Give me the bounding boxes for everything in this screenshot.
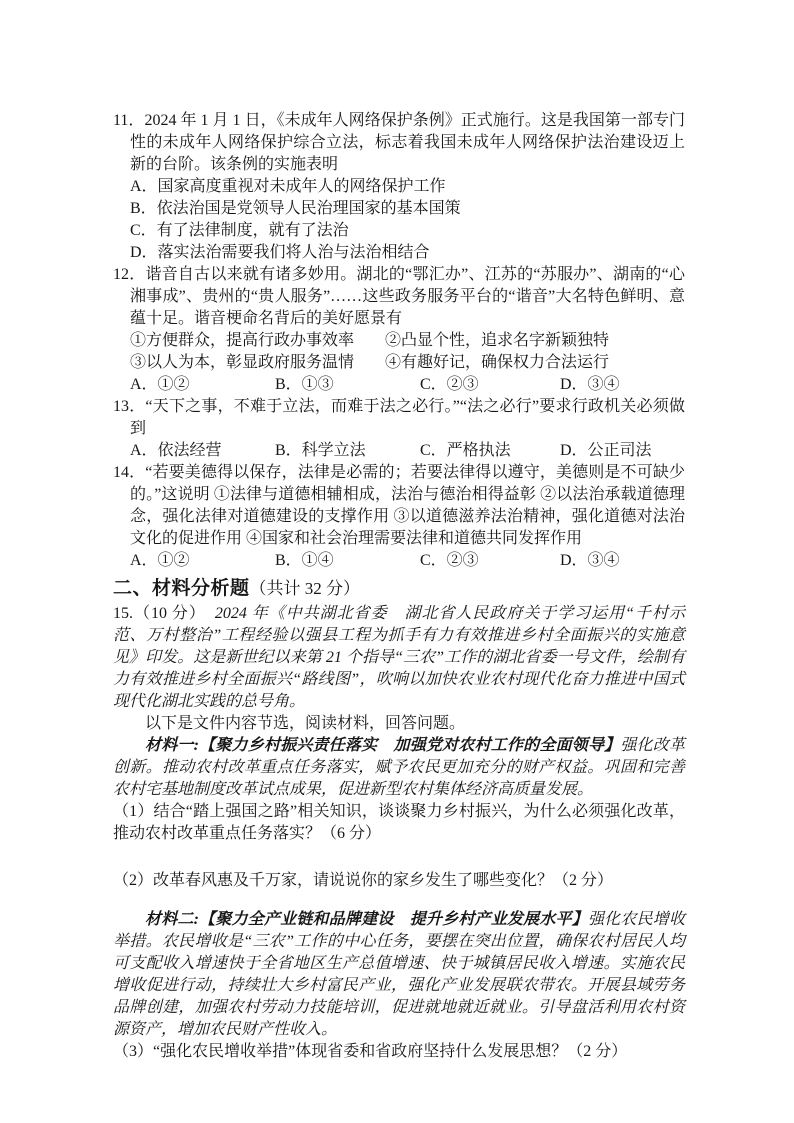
question-13-text: “天下之事，不难于立法，而难于法之必行。”“法之必行”要求行政机关必须做到 [130,398,685,437]
question-13-options [113,440,685,462]
question-11-number: 11． [113,112,145,129]
material-1-heading: 【聚力乡村振兴责任落实 加强党对农村工作的全面领导】 [198,737,621,754]
section-2-title: 二、材料分析题 [113,578,250,599]
question-14-number: 14． [113,464,146,481]
question-15-intro [113,603,685,713]
question-14-stem [113,462,685,550]
question-12-option-c: C．②③ [420,376,479,393]
question-12-statement-4: ④有趣好记，确保权力合法运行 [385,354,610,371]
question-14-text: “若要美德得以保存，法律是必需的；若要法律得以遵守，美德则是不可缺少的。”这说明 ①法律与道德相辅相成，法治与德治相得益彰 ②以法治承载道德理念，强化法律对道德建设的支撑作用 ③以道德滋养法治精神，强化道德对法治文化的促进作用 ④国家和社会治理需要法律和道德共同发挥作用 [130,464,685,547]
question-12-option-b: B．①③ [275,376,334,393]
material-1-paragraph [113,735,685,801]
question-12-statement-2: ②凸显个性，追求名字新颖独特 [385,332,610,349]
material-2-heading: 【聚力全产业链和品牌建设 提升乡村产业发展水平】 [198,911,588,928]
question-12-number: 12． [113,266,146,283]
material-2-label: 材料二: [145,911,199,928]
question-12-option-d: D．③④ [560,376,620,393]
question-13-option-d: D．公正司法 [560,442,652,459]
question-14-option-b: B．①④ [275,552,334,569]
material-2-paragraph [113,909,685,1041]
question-12-stem [113,264,685,330]
question-13 [113,396,685,462]
material-1-text: 强化改革创新。推动农村改革重点任务落实，赋予农民更加充分的财产权益。巩固和完善农村宅基地制度改革试点成果，促进新型农村集体经济高质量发展。 [113,737,685,798]
question-15-number: 15.（10 分） [113,605,215,622]
question-12-statements-row-1 [113,330,685,352]
question-13-number: 13． [113,398,146,415]
question-14-option-a: A．①② [130,552,190,569]
question-14 [113,462,685,572]
question-13-option-c: C．严格执法 [420,442,511,459]
question-12-statement-1: ①方便群众，提高行政办事效率 [130,332,355,349]
question-15-read-note: 以下是文件内容节选，阅读材料，回答问题。 [145,715,466,732]
question-12-statement-3: ③以人为本，彰显政府服务温情 [130,354,355,371]
question-11-option-a: A．国家高度重视对未成年人的网络保护工作 [130,178,446,195]
question-11-option-d: D．落实法治需要我们将人治与法治相结合 [130,244,430,261]
question-11-option-c: C．有了法律制度，就有了法治 [130,222,349,239]
question-15-sub-3: （3）“强化农民增收举措”体现省委和省政府坚持什么发展思想？（2 分） [113,1043,628,1060]
question-12 [113,264,685,396]
question-12-statements-row-2 [113,352,685,374]
question-14-option-c: C．②③ [420,552,479,569]
exam-content [113,110,685,1063]
question-11-option-b: B．依法治国是党领导人民治理国家的基本国策 [130,200,461,217]
question-12-option-a: A．①② [130,376,190,393]
material-2-text: 强化农民增收举措。农民增收是“三农”工作的中心任务，要摆在突出位置，确保农村居民人均可支配收入增速快于全省地区生产总值增速、快于城镇居民收入增速。实施农民增收促进行动，持续壮大乡村富民产业，强化产业发展联农带农。开展县域劳务品牌创建，加强农村劳动力技能培训，促进就地就近就业。引导盘活利用农村资源资产，增加农民财产性收入。 [113,911,685,1038]
question-15 [113,603,685,1063]
section-2-score-note: （共计 32 分） [249,579,361,598]
question-11-text: 2024 年 1 月 1 日，《未成年人网络保护条例》正式施行。这是我国第一部专门性的未成年人网络保护综合立法，标志着我国未成年人网络保护法治建设迈上新的台阶。该条例的实施表明 [130,112,685,173]
material-1-label: 材料一: [145,737,199,754]
question-11 [113,110,685,264]
question-14-option-d: D．③④ [560,552,620,569]
question-11-stem [113,110,685,176]
section-2-header [113,575,685,603]
question-13-option-a: A．依法经营 [130,442,222,459]
question-14-options [113,550,685,572]
question-12-text: 谐音自古以来就有诸多妙用。湖北的“鄂汇办”、江苏的“苏服办”、湖南的“心湘事成”、贵州的“贵人服务”……这些政务服务平台的“谐音”大名特色鲜明、意蕴十足。谐音梗命名背后的美好愿景有 [130,266,685,327]
question-12-options [113,374,685,396]
question-15-intro-text: 2024 年《中共湖北省委 湖北省人民政府关于学习运用“千村示范、万村整治”工程经验以强县工程为抓手有力有效推进乡村全面振兴的实施意见》印发。这是新世纪以来第 21 个指导“三农”工作的湖北省委一号文件，绘制有力有效推进乡村全面振兴“路线图”，吹响以加快农业农村现代化奋力推进中国式现代化湖北实践的总号角。 [113,605,685,710]
question-13-option-b: B．科学立法 [275,442,366,459]
question-15-sub-1: （1）结合“踏上强国之路”相关知识，谈谈聚力乡村振兴，为什么必须强化改革，推动农村改革重点任务落实？（6 分） [113,803,685,842]
question-13-stem [113,396,685,440]
question-15-sub-2: （2）改革春风惠及千万家，请说说你的家乡发生了哪些变化？（2 分） [113,872,614,889]
